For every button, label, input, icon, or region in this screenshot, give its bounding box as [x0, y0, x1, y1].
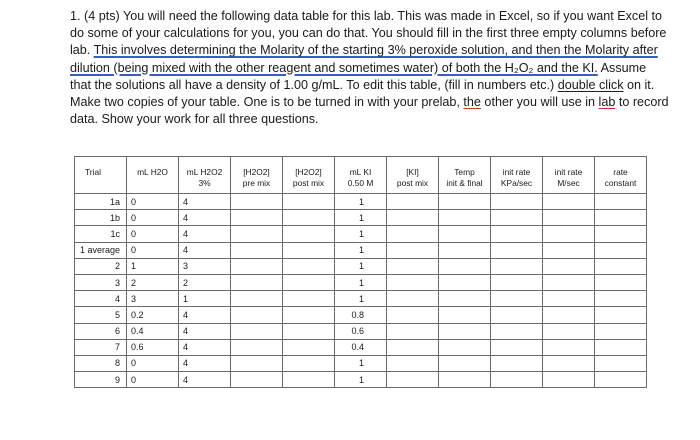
- header-row-2: [75, 178, 647, 194]
- rate-constant-cell[interactable]: [595, 339, 647, 355]
- ml-h2o2-cell[interactable]: 4: [179, 372, 231, 388]
- rate-constant-cell[interactable]: [595, 355, 647, 371]
- temp-cell[interactable]: [439, 274, 491, 290]
- ml-ki-cell[interactable]: 0.6: [335, 323, 387, 339]
- init-rate-kpa-cell[interactable]: [491, 355, 543, 371]
- init-rate-kpa-cell[interactable]: [491, 291, 543, 307]
- h2o2-postmix-cell[interactable]: [283, 242, 335, 258]
- h2o2-premix-cell[interactable]: [231, 355, 283, 371]
- ml-h2o-cell[interactable]: 0.2: [127, 307, 179, 323]
- trial-cell[interactable]: 8: [75, 355, 127, 371]
- init-rate-m-cell[interactable]: [543, 339, 595, 355]
- rate-constant-cell[interactable]: [595, 307, 647, 323]
- h2o2-premix-cell[interactable]: [231, 274, 283, 290]
- ml-ki-cell[interactable]: 0.8: [335, 307, 387, 323]
- ml-ki-cell[interactable]: 1: [335, 355, 387, 371]
- trial-cell[interactable]: 5: [75, 307, 127, 323]
- header-cell[interactable]: init rate: [543, 157, 595, 179]
- table-row: [75, 210, 647, 226]
- molarity-instruction: This involves determining the Molarity of the starting 3% peroxide solution, and then the Molarity after dilution (being mixed with the other reagent and sometimes water) of both the H₂O₂ and the KI.: [70, 43, 658, 75]
- init-rate-m-cell[interactable]: [543, 307, 595, 323]
- init-rate-kpa-cell[interactable]: [491, 339, 543, 355]
- ml-ki-cell[interactable]: 1: [335, 194, 387, 210]
- init-rate-kpa-cell[interactable]: [491, 226, 543, 242]
- ml-h2o2-cell[interactable]: 4: [179, 210, 231, 226]
- h2o2-premix-cell[interactable]: [231, 291, 283, 307]
- ml-h2o-cell[interactable]: 0: [127, 242, 179, 258]
- ml-h2o2-cell[interactable]: 1: [179, 291, 231, 307]
- ml-h2o2-cell[interactable]: 4: [179, 307, 231, 323]
- rate-constant-cell[interactable]: [595, 323, 647, 339]
- ml-h2o-cell[interactable]: 0.6: [127, 339, 179, 355]
- header-cell[interactable]: mL H2O2: [179, 157, 231, 179]
- ml-h2o-cell[interactable]: 0: [127, 226, 179, 242]
- ml-h2o-cell[interactable]: 0.4: [127, 323, 179, 339]
- ml-h2o2-cell[interactable]: 4: [179, 339, 231, 355]
- ki-postmix-cell[interactable]: [387, 258, 439, 274]
- header-cell[interactable]: post mix: [387, 178, 439, 194]
- ki-postmix-cell[interactable]: [387, 355, 439, 371]
- ml-h2o2-cell[interactable]: 3: [179, 258, 231, 274]
- init-rate-m-cell[interactable]: [543, 226, 595, 242]
- init-rate-m-cell[interactable]: [543, 323, 595, 339]
- data-table[interactable]: [74, 156, 647, 388]
- trial-cell[interactable]: 9: [75, 372, 127, 388]
- ml-ki-cell[interactable]: 1: [335, 258, 387, 274]
- header-cell[interactable]: M/sec: [543, 178, 595, 194]
- ml-ki-cell[interactable]: 1: [335, 242, 387, 258]
- h2o2-postmix-cell[interactable]: [283, 274, 335, 290]
- ki-postmix-cell[interactable]: [387, 242, 439, 258]
- h2o2-premix-cell[interactable]: [231, 258, 283, 274]
- h2o2-postmix-cell[interactable]: [283, 355, 335, 371]
- rate-constant-cell[interactable]: [595, 194, 647, 210]
- init-rate-kpa-cell[interactable]: [491, 274, 543, 290]
- table-row: [75, 339, 647, 355]
- trial-cell[interactable]: 1c: [75, 226, 127, 242]
- rate-constant-cell[interactable]: [595, 210, 647, 226]
- trial-cell[interactable]: 1 average: [75, 242, 127, 258]
- ml-h2o-cell[interactable]: 0: [127, 355, 179, 371]
- trial-cell[interactable]: 1b: [75, 210, 127, 226]
- header-cell[interactable]: rate: [595, 157, 647, 179]
- header-cell[interactable]: mL H2O: [127, 157, 179, 179]
- header-cell[interactable]: post mix: [283, 178, 335, 194]
- h2o2-premix-cell[interactable]: [231, 372, 283, 388]
- init-rate-m-cell[interactable]: [543, 242, 595, 258]
- rate-constant-cell[interactable]: [595, 226, 647, 242]
- init-rate-m-cell[interactable]: [543, 258, 595, 274]
- ml-h2o-cell[interactable]: 1: [127, 258, 179, 274]
- h2o2-postmix-cell[interactable]: [283, 323, 335, 339]
- header-cell[interactable]: 3%: [179, 178, 231, 194]
- header-cell[interactable]: pre mix: [231, 178, 283, 194]
- temp-cell[interactable]: [439, 242, 491, 258]
- lab-word: lab: [598, 95, 616, 110]
- ml-ki-cell[interactable]: 1: [335, 291, 387, 307]
- question-intro: 1. (4 pts) You will need the following data table for this lab. This was made in Excel, so if you want Excel to do some of your calculations for you, you can do that. You should fill in the first three empty columns before lab.: [70, 9, 667, 58]
- ml-h2o-cell[interactable]: 0: [127, 194, 179, 210]
- trial-cell[interactable]: 7: [75, 339, 127, 355]
- ml-ki-cell[interactable]: 1: [335, 226, 387, 242]
- header-row-1: [75, 157, 647, 179]
- ki-postmix-cell[interactable]: [387, 210, 439, 226]
- header-cell[interactable]: init & final: [439, 178, 491, 194]
- ml-h2o2-cell[interactable]: 2: [179, 274, 231, 290]
- ml-h2o-cell[interactable]: 3: [127, 291, 179, 307]
- ml-h2o-cell[interactable]: 2: [127, 274, 179, 290]
- table-row: [75, 226, 647, 242]
- ml-h2o2-cell[interactable]: 4: [179, 355, 231, 371]
- ml-ki-cell[interactable]: 1: [335, 372, 387, 388]
- header-cell[interactable]: mL KI: [335, 157, 387, 179]
- question-paragraph: [70, 8, 670, 128]
- init-rate-m-cell[interactable]: [543, 291, 595, 307]
- h2o2-postmix-cell[interactable]: [283, 226, 335, 242]
- h2o2-postmix-cell[interactable]: [283, 194, 335, 210]
- rate-constant-cell[interactable]: [595, 274, 647, 290]
- init-rate-kpa-cell[interactable]: [491, 307, 543, 323]
- ml-h2o2-cell[interactable]: 4: [179, 323, 231, 339]
- temp-cell[interactable]: [439, 339, 491, 355]
- ki-postmix-cell[interactable]: [387, 194, 439, 210]
- header-cell[interactable]: init rate: [491, 157, 543, 179]
- h2o2-premix-cell[interactable]: [231, 339, 283, 355]
- trial-cell[interactable]: 4: [75, 291, 127, 307]
- ki-postmix-cell[interactable]: [387, 323, 439, 339]
- init-rate-kpa-cell[interactable]: [491, 323, 543, 339]
- double-click-note: double click: [557, 77, 624, 92]
- table-row: [75, 274, 647, 290]
- h2o2-premix-cell[interactable]: [231, 323, 283, 339]
- ml-h2o2-cell[interactable]: 4: [179, 194, 231, 210]
- ml-h2o-cell[interactable]: 0: [127, 210, 179, 226]
- header-cell[interactable]: [127, 178, 179, 194]
- the-word: the: [463, 95, 481, 110]
- init-rate-m-cell[interactable]: [543, 194, 595, 210]
- ml-h2o2-cell[interactable]: 4: [179, 242, 231, 258]
- temp-cell[interactable]: [439, 194, 491, 210]
- trial-cell[interactable]: 2: [75, 258, 127, 274]
- ki-postmix-cell[interactable]: [387, 339, 439, 355]
- temp-cell[interactable]: [439, 291, 491, 307]
- ml-h2o-cell[interactable]: 0: [127, 372, 179, 388]
- init-rate-m-cell[interactable]: [543, 210, 595, 226]
- table-row: [75, 323, 647, 339]
- header-cell[interactable]: [H2O2]: [231, 157, 283, 179]
- temp-cell[interactable]: [439, 226, 491, 242]
- init-rate-m-cell[interactable]: [543, 355, 595, 371]
- header-cell[interactable]: Trial: [75, 157, 127, 179]
- table-row: [75, 258, 647, 274]
- temp-cell[interactable]: [439, 258, 491, 274]
- header-cell[interactable]: Temp: [439, 157, 491, 179]
- rate-constant-cell[interactable]: [595, 291, 647, 307]
- header-cell[interactable]: [KI]: [387, 157, 439, 179]
- init-rate-kpa-cell[interactable]: [491, 258, 543, 274]
- ki-postmix-cell[interactable]: [387, 226, 439, 242]
- header-cell[interactable]: constant: [595, 178, 647, 194]
- rate-constant-cell[interactable]: [595, 258, 647, 274]
- temp-cell[interactable]: [439, 323, 491, 339]
- init-rate-kpa-cell[interactable]: [491, 210, 543, 226]
- header-cell[interactable]: 0.50 M: [335, 178, 387, 194]
- ki-postmix-cell[interactable]: [387, 307, 439, 323]
- table-row: [75, 194, 647, 210]
- init-rate-m-cell[interactable]: [543, 274, 595, 290]
- h2o2-premix-cell[interactable]: [231, 242, 283, 258]
- rate-constant-cell[interactable]: [595, 372, 647, 388]
- ki-postmix-cell[interactable]: [387, 274, 439, 290]
- init-rate-kpa-cell[interactable]: [491, 372, 543, 388]
- h2o2-postmix-cell[interactable]: [283, 307, 335, 323]
- copies-note: on it. Make two copies of your table. One is to be turned in with your prelab,: [70, 77, 655, 110]
- table-row: [75, 291, 647, 307]
- init-rate-m-cell[interactable]: [543, 372, 595, 388]
- header-cell[interactable]: KPa/sec: [491, 178, 543, 194]
- ml-ki-cell[interactable]: 1: [335, 274, 387, 290]
- h2o2-premix-cell[interactable]: [231, 307, 283, 323]
- h2o2-postmix-cell[interactable]: [283, 372, 335, 388]
- table-row: [75, 355, 647, 371]
- init-rate-kpa-cell[interactable]: [491, 194, 543, 210]
- trial-cell[interactable]: 3: [75, 274, 127, 290]
- header-cell[interactable]: [75, 178, 127, 194]
- ki-postmix-cell[interactable]: [387, 372, 439, 388]
- temp-cell[interactable]: [439, 355, 491, 371]
- question-text: [70, 8, 670, 128]
- init-rate-kpa-cell[interactable]: [491, 242, 543, 258]
- h2o2-premix-cell[interactable]: [231, 194, 283, 210]
- ml-ki-cell[interactable]: 0.4: [335, 339, 387, 355]
- temp-cell[interactable]: [439, 210, 491, 226]
- density-note: Assume that the solutions all have a density of 1.00 g/mL. To edit this table, (fill in numbers etc.): [70, 60, 647, 92]
- h2o2-premix-cell[interactable]: [231, 226, 283, 242]
- table-row: [75, 372, 647, 388]
- h2o2-premix-cell[interactable]: [231, 210, 283, 226]
- temp-cell[interactable]: [439, 372, 491, 388]
- h2o2-postmix-cell[interactable]: [283, 291, 335, 307]
- header-cell[interactable]: [H2O2]: [283, 157, 335, 179]
- h2o2-postmix-cell[interactable]: [283, 339, 335, 355]
- table-row: [75, 307, 647, 323]
- other-note: other you will use in: [480, 95, 599, 110]
- ml-ki-cell[interactable]: 1: [335, 210, 387, 226]
- h2o2-postmix-cell[interactable]: [283, 210, 335, 226]
- table-row: [75, 242, 647, 258]
- temp-cell[interactable]: [439, 307, 491, 323]
- show-work-note: to record data. Show your work for all three questions.: [70, 95, 669, 127]
- trial-cell[interactable]: 1a: [75, 194, 127, 210]
- rate-constant-cell[interactable]: [595, 242, 647, 258]
- ki-postmix-cell[interactable]: [387, 291, 439, 307]
- h2o2-postmix-cell[interactable]: [283, 258, 335, 274]
- ml-h2o2-cell[interactable]: 4: [179, 226, 231, 242]
- trial-cell[interactable]: 6: [75, 323, 127, 339]
